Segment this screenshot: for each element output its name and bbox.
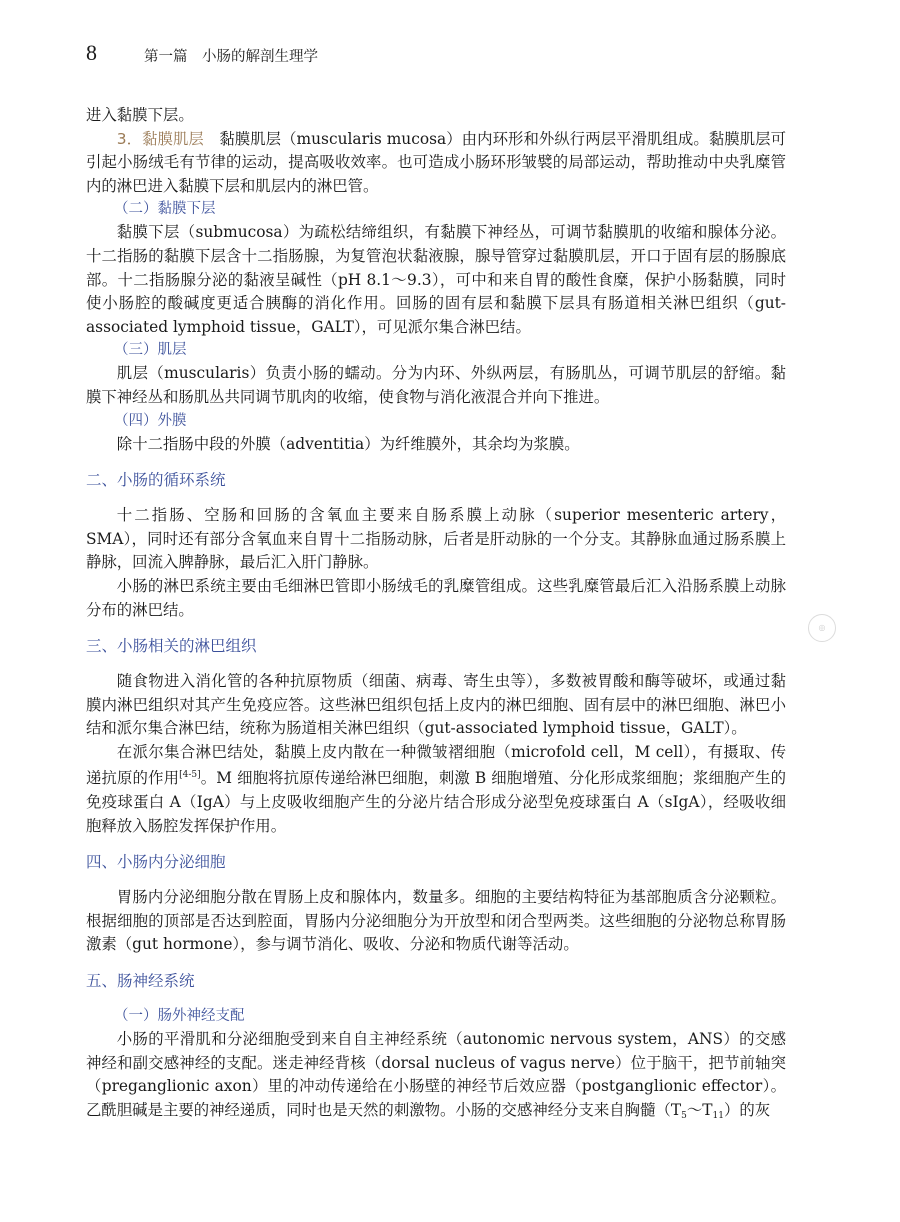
nerve-text-b: ）的灰 <box>723 1100 771 1119</box>
paragraph-lymphoid-1: 随食物进入消化管的各种抗原物质（细菌、病毒、寄生虫等），多数被胃酸和酶等破坏，或通过黏膜内淋巴组织对其产生免疫应答。这些淋巴组织包括上皮内的淋巴细胞、固有层中的淋巴细胞、淋巴小结和派尔集合淋巴结，统称为肠道相关淋巴组织（gut-associated lymphoid tissue，GALT）。 <box>86 672 786 738</box>
citation-4-5: [4-5] <box>179 770 201 781</box>
page-header <box>86 40 826 80</box>
heading-adventitia: （四）外膜 <box>114 412 187 429</box>
paragraph-submucosa: 黏膜下层（submucosa）为疏松结缔组织，有黏膜下神经丛，可调节黏膜肌的收缩和腺体分泌。十二指肠的黏膜下层含十二指肠腺，为复管泡状黏液腺，腺导管穿过黏膜肌层，开口于固有层的肠腺底部。十二指肠腺分泌的黏液呈碱性（pH 8.1～9.3），可中和来自胃的酸性食糜，保护小肠黏膜，同时使小肠腔的酸碱度更适合胰酶的消化作用。回肠的固有层和黏膜下层具有肠道相关淋巴组织（gut-associated lymphoid tissue，GALT），可见派尔集合淋巴结。 <box>86 223 786 336</box>
lymphoid-2-text-b: 。M 细胞将抗原传递给淋巴细胞，刺激 B 细胞增殖、分化形成浆细胞；浆细胞产生的免疫球蛋白 A（IgA）与上皮吸收细胞产生的分泌片结合形成分泌型免疫球蛋白 A（sIgA），经吸收细胞释放入肠腔发挥保护作用。 <box>86 769 786 835</box>
running-head: 第一篇 小肠的解剖生理学 <box>144 49 318 65</box>
paragraph-lymphoid-2 <box>86 741 786 838</box>
paragraph-circulation-1: 十二指肠、空肠和回肠的含氧血主要来自肠系膜上动脉（superior mesenteric artery，SMA），同时还有部分含氧血来自胃十二指肠动脉，后者是肝动脉的一个分支。其静脉血通过肠系膜上静脉，回流入脾静脉，最后汇入肝门静脉。 <box>86 506 786 572</box>
lymphoid-2-text-a: 在派尔集合淋巴结处，黏膜上皮内散在一种微皱褶细胞（microfold cell，M cell），有摄取、传递抗原的作用 <box>86 742 786 788</box>
muscularis-mucosa-text: 黏膜肌层（muscularis mucosa）由内环形和外纵行两层平滑肌组成。黏膜肌层可引起小肠绒毛有节律的运动，提高吸收效率。也可造成小肠环形皱襞的局部运动，帮助推动中央乳糜管内的淋巴进入黏膜下层和肌层内的淋巴管。 <box>86 129 786 195</box>
nerve-text-range: ～T <box>686 1100 713 1119</box>
watermark-seal-icon: ◎ <box>808 614 836 642</box>
paragraph-muscularis: 肌层（muscularis）负责小肠的蠕动。分为内环、外纵两层，有肠肌丛，可调节肌层的舒缩。黏膜下神经丛和肠肌丛共同调节肌肉的收缩，使食物与消化液混合并向下推进。 <box>86 364 786 406</box>
heading-extrinsic-innervation: （一）肠外神经支配 <box>114 1008 245 1025</box>
paragraph-adventitia: 除十二指肠中段的外膜（adventitia）为纤维膜外，其余均为浆膜。 <box>116 434 580 453</box>
heading-enteric-nerve: 五、肠神经系统 <box>86 972 195 991</box>
subscript-11: 11 <box>712 1110 724 1121</box>
page-number: 8 <box>86 40 97 65</box>
paragraph-circulation-2: 小肠的淋巴系统主要由毛细淋巴管即小肠绒毛的乳糜管组成。这些乳糜管最后汇入沿肠系膜上动脉分布的淋巴结。 <box>86 576 786 619</box>
paragraph-extrinsic-innervation <box>86 1028 786 1128</box>
muscularis-mucosa-label: 3．黏膜肌层 <box>116 129 204 148</box>
nerve-text-a: 小肠的平滑肌和分泌细胞受到来自自主神经系统（autonomic nervous system，ANS）的交感神经和副交感神经的支配。迷走神经背核（dorsal nucleus of vagus nerve）位于脑干，把节前轴突（preganglionic axon）里的冲动传递给在小肠壁的神经节后效应器（postganglionic effector）。乙酰胆碱是主要的神经递质，同时也是天然的刺激物。小肠的交感神经分支来自胸髓（T <box>86 1030 786 1119</box>
paragraph-muscularis-mucosa <box>86 128 786 199</box>
subscript-5: 5 <box>681 1110 687 1121</box>
heading-circulation: 二、小肠的循环系统 <box>86 471 226 490</box>
heading-submucosa: （二）黏膜下层 <box>114 201 216 218</box>
page-body <box>86 104 786 1128</box>
paragraph-intro: 进入黏膜下层。 <box>86 106 194 124</box>
heading-lymphoid: 三、小肠相关的淋巴组织 <box>86 637 257 656</box>
paragraph-endocrine: 胃肠内分泌细胞分散在胃肠上皮和腺体内，数量多。细胞的主要结构特征为基部胞质含分泌颗粒。根据细胞的顶部是否达到腔面，胃肠内分泌细胞分为开放型和闭合型两类。这些细胞的分泌物总称胃肠激素（gut hormone），参与调节消化、吸收、分泌和物质代谢等活动。 <box>86 888 786 954</box>
heading-endocrine: 四、小肠内分泌细胞 <box>86 853 226 872</box>
heading-muscularis: （三）肌层 <box>114 342 187 359</box>
